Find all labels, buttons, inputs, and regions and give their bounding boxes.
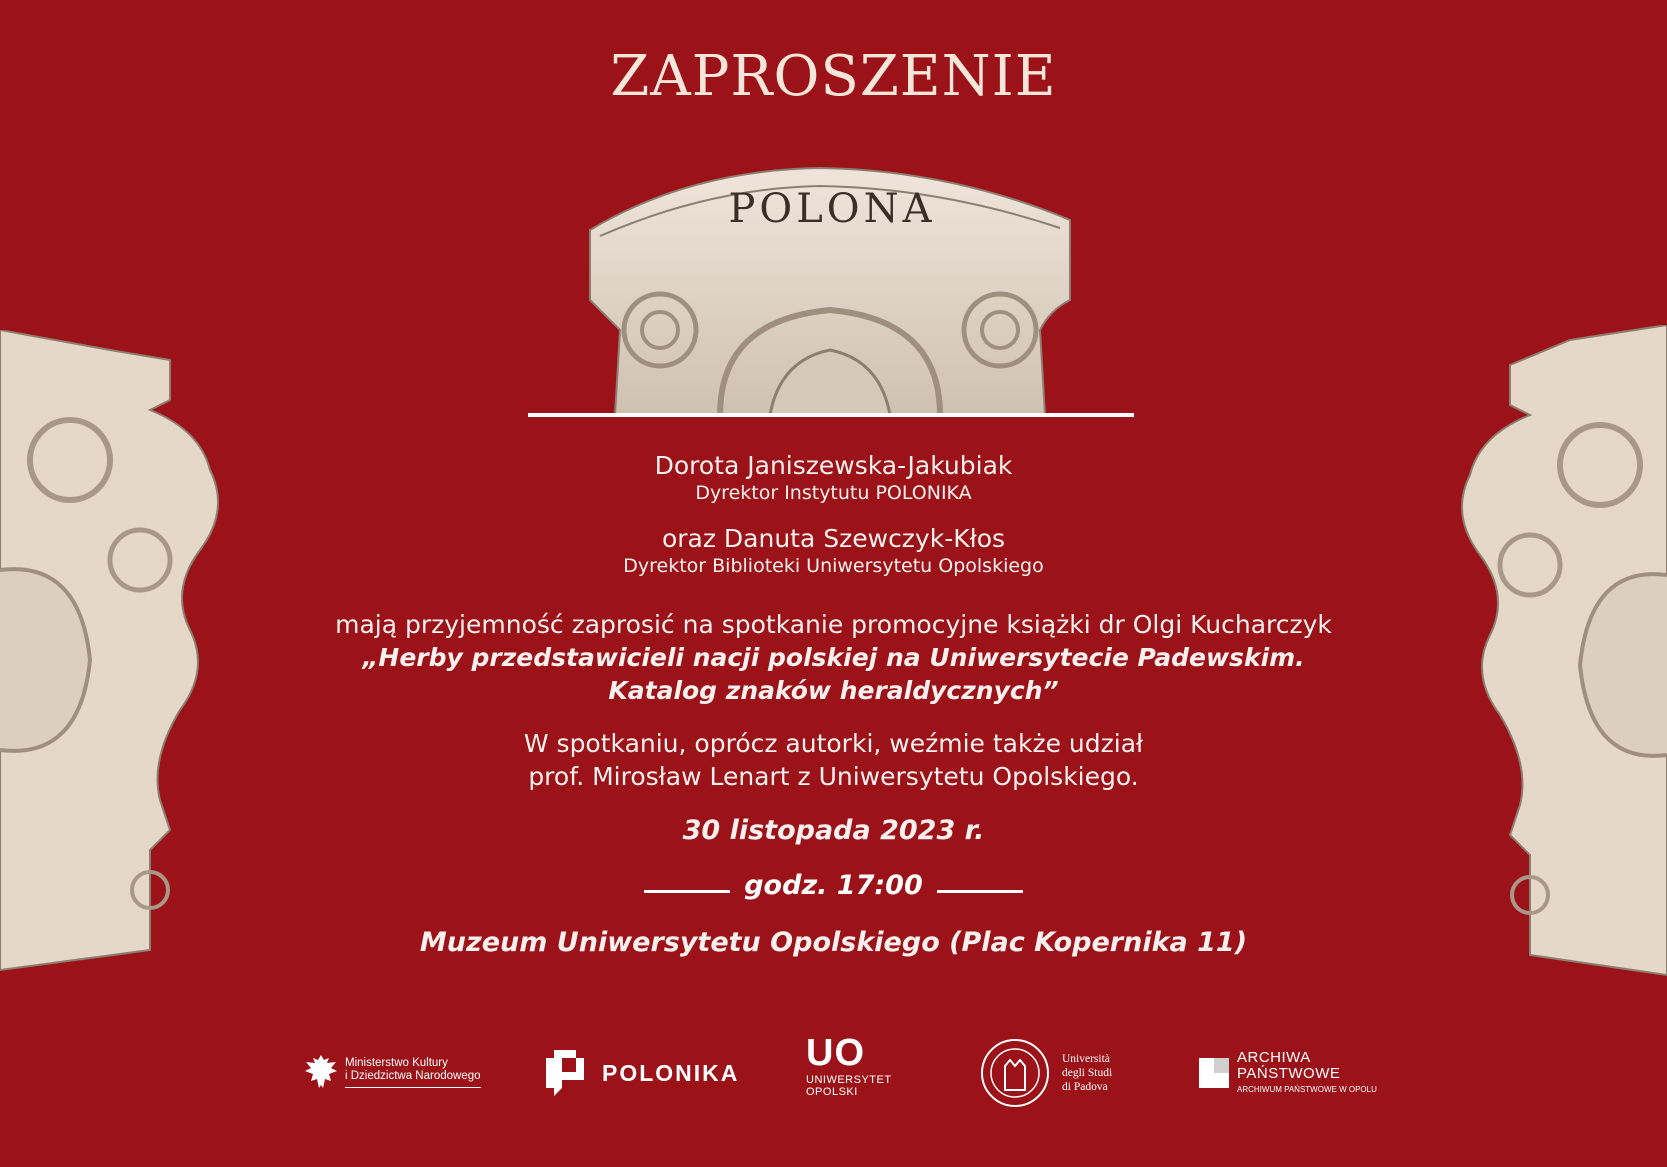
padova-line-2: degli Studi	[1062, 1067, 1113, 1079]
event-place: Muzeum Uniwersytetu Opolskiego (Plac Kopernika 11)	[419, 927, 1248, 958]
partner-logos	[0, 1030, 1667, 1130]
event-date: 30 listopada 2023 r.	[682, 815, 985, 846]
archiwa-line-2: PAŃSTWOWE	[1237, 1065, 1341, 1082]
host-2	[0, 524, 1667, 577]
archiwa-line-1: ARCHIWA	[1237, 1049, 1311, 1066]
time-dash-right	[937, 890, 1023, 893]
book-title-line-2: Katalog znaków heraldycznych”	[608, 676, 1059, 705]
page-title: ZAPROSZENIE	[610, 44, 1057, 109]
polonika-label: POLONIKA	[602, 1059, 740, 1086]
eagle-icon	[303, 1052, 339, 1092]
host-1	[0, 451, 1667, 504]
logo-polonika	[546, 1050, 739, 1096]
archiwa-line-3: ARCHIWUM PAŃSTWOWE W OPOLU	[1237, 1085, 1377, 1094]
padova-line-1: Università	[1062, 1053, 1110, 1065]
participants-line-2: prof. Mirosław Lenart z Uniwersytetu Opolskiego.	[528, 762, 1139, 791]
polona-stone-carving-top	[570, 160, 1090, 418]
event-time: godz. 17:00	[744, 870, 923, 901]
participants-line-1: W spotkaniu, oprócz autorki, weźmie także udział	[523, 729, 1144, 758]
mkidn-line-2: i Dziedzictwa Narodowego	[345, 1070, 481, 1088]
uo-line-1: UNIWERSYTET	[806, 1074, 892, 1086]
book-title-line-1: „Herby przedstawicieli nacji polskiej na Uniwersytecie Padewskim.	[362, 643, 1305, 672]
host-2-name: oraz Danuta Szewczyk-Kłos	[661, 524, 1006, 553]
logo-archiwa-panstwowe	[1199, 1050, 1377, 1095]
host-2-role: Dyrektor Biblioteki Uniwersytetu Opolskiego	[623, 555, 1044, 577]
polonika-mark-icon	[546, 1050, 592, 1096]
title-underline	[528, 413, 1134, 417]
host-1-name: Dorota Janiszewska-Jakubiak	[654, 451, 1013, 480]
event-time-row	[0, 870, 1667, 901]
invitation-line: mają przyjemność zaprosić na spotkanie promocyjne książki dr Olgi Kucharczyk	[335, 610, 1332, 639]
stone-inscription: POLONA	[728, 186, 936, 232]
mkidn-line-1: Ministerstwo Kultury	[345, 1056, 448, 1069]
padova-line-3: di Padova	[1062, 1081, 1108, 1093]
logo-uniwersytet-opolski	[806, 1034, 892, 1098]
logo-universita-padova	[980, 1038, 1112, 1108]
participants-text	[0, 727, 1667, 793]
invitation-text	[0, 608, 1667, 707]
uo-mark: UO	[806, 1032, 865, 1074]
uo-line-2: OPOLSKI	[806, 1086, 858, 1098]
padova-seal-icon	[980, 1038, 1050, 1108]
logo-mkidn	[303, 1052, 481, 1092]
archiwa-square-icon	[1199, 1058, 1229, 1088]
time-dash-left	[644, 890, 730, 893]
host-1-role: Dyrektor Instytutu POLONIKA	[695, 482, 972, 504]
